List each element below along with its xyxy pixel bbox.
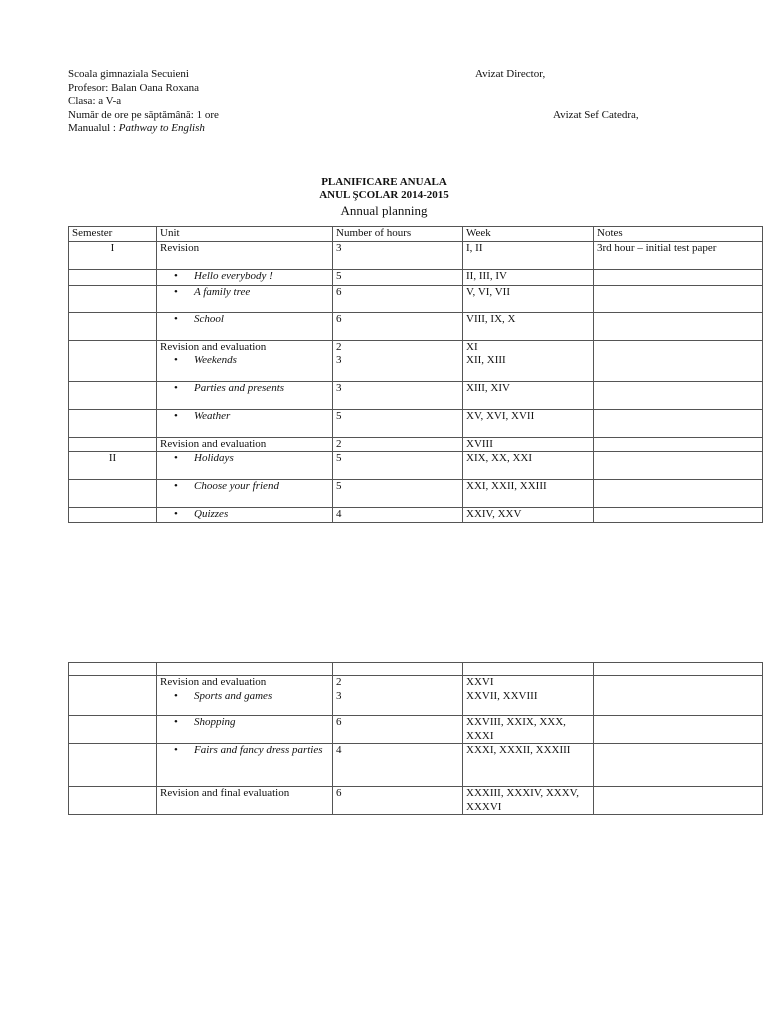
unit-cell (157, 716, 333, 744)
notes-cell (594, 508, 763, 523)
notes-cell (594, 437, 763, 452)
bullet-dot-icon: • (174, 381, 178, 394)
unit-cell (157, 381, 333, 409)
unit-cell (157, 285, 333, 312)
unit-title: Holidays (194, 452, 234, 464)
table-row (69, 381, 763, 409)
notes-cell (594, 716, 763, 744)
hours-cell (333, 663, 463, 676)
table-row (69, 787, 763, 815)
table-row (69, 676, 763, 716)
semester-cell (69, 480, 157, 508)
week-value-2: XII, XIII (466, 354, 506, 366)
semester-cell (69, 676, 157, 716)
notes-cell (594, 744, 763, 787)
week-cell: XIX, XX, XXI (463, 452, 594, 480)
unit-cell: Revision and evaluation (157, 437, 333, 452)
semester-cell (69, 340, 157, 381)
week-cell: XV, XVI, XVII (463, 409, 594, 437)
week-cell: XXXIII, XXXIV, XXXV, XXXVI (463, 787, 594, 815)
semester-cell (69, 269, 157, 285)
unit-title: Fairs and fancy dress parties (194, 744, 323, 756)
annual-planning-subtitle: Annual planning (340, 203, 428, 218)
planning-table-1 (68, 226, 763, 523)
planning-table-2 (68, 662, 763, 815)
week-cell: XXIV, XXV (463, 508, 594, 523)
header-unit: Unit (157, 227, 333, 242)
unit-cell: Revision (157, 241, 333, 269)
table-row (69, 437, 763, 452)
unit-cell (157, 340, 333, 381)
week-value-2: XXVII, XXVIII (466, 689, 538, 702)
table-header-row (69, 227, 763, 242)
unit-title: School (194, 312, 224, 325)
bullet-dot-icon: • (174, 285, 178, 298)
semester-cell (69, 437, 157, 452)
bullet-dot-icon: • (174, 269, 178, 282)
unit-subtitle: Sports and games (194, 689, 273, 702)
teacher-name: Profesor: Balan Oana Roxana (68, 81, 200, 94)
unit-cell (157, 744, 333, 787)
bullet-dot-icon: • (174, 480, 178, 492)
school-year: ANUL ŞCOLAR 2014-2015 (319, 189, 449, 201)
week-cell: XVIII (463, 437, 594, 452)
notes-cell (594, 409, 763, 437)
notes-cell (594, 452, 763, 480)
hours-cell (333, 340, 463, 381)
page-title: PLANIFICARE ANUALA (321, 176, 447, 188)
hours-cell: 3 (333, 381, 463, 409)
school-name: Scoala gimnaziala Secuieni (68, 68, 189, 80)
hours-cell (333, 676, 463, 716)
week-cell: XXI, XXII, XXIII (463, 480, 594, 508)
textbook-title: Pathway to English (118, 122, 205, 134)
header-semester: Semester (69, 227, 157, 242)
hours-cell: 6 (333, 312, 463, 340)
semester-cell (69, 381, 157, 409)
week-cell: II, III, IV (463, 269, 594, 285)
semester-cell: I (69, 241, 157, 269)
notes-cell (594, 676, 763, 716)
catedra-approval: Avizat Sef Catedra, (553, 108, 639, 121)
week-cell: XXXI, XXXII, XXXIII (463, 744, 594, 787)
week-cell (463, 340, 594, 381)
week-cell: XXVIII, XXIX, XXX, XXXI (463, 716, 594, 744)
unit-subtitle: Weekends (194, 354, 237, 366)
notes-cell (594, 285, 763, 312)
header-hours: Number of hours (333, 227, 463, 242)
table-row (69, 716, 763, 744)
textbook (68, 122, 205, 136)
hours-cell: 6 (333, 716, 463, 744)
header-week: Week (463, 227, 594, 242)
semester-cell (69, 312, 157, 340)
unit-title: Hello everybody ! (194, 269, 273, 282)
unit-cell (157, 508, 333, 523)
week-cell: XIII, XIV (463, 381, 594, 409)
textbook-label: Manualul : (68, 122, 119, 134)
semester-cell (69, 663, 157, 676)
table-row (69, 340, 763, 381)
hours-cell: 3 (333, 241, 463, 269)
table-row (69, 480, 763, 508)
table-row (69, 663, 763, 676)
notes-cell: 3rd hour – initial test paper (594, 241, 763, 269)
semester-cell (69, 409, 157, 437)
hours-cell: 5 (333, 452, 463, 480)
hours-cell: 2 (333, 437, 463, 452)
notes-cell (594, 312, 763, 340)
unit-title: Weather (194, 409, 231, 422)
unit-title: Revision and evaluation (160, 340, 267, 353)
semester-cell: II (69, 452, 157, 480)
hours-cell: 6 (333, 787, 463, 815)
table-row (69, 409, 763, 437)
unit-cell (157, 269, 333, 285)
bullet-dot-icon: • (174, 508, 178, 520)
week-cell: I, II (463, 241, 594, 269)
hours-cell: 5 (333, 269, 463, 285)
semester-cell (69, 787, 157, 815)
hours-value: 2 (336, 340, 342, 353)
notes-cell (594, 787, 763, 815)
unit-title: Revision and evaluation (160, 676, 267, 688)
hours-cell: 5 (333, 409, 463, 437)
notes-cell (594, 340, 763, 381)
unit-cell (157, 663, 333, 676)
semester-cell (69, 716, 157, 744)
hours-cell: 4 (333, 744, 463, 787)
week-cell: VIII, IX, X (463, 312, 594, 340)
bullet-dot-icon: • (174, 689, 178, 702)
unit-title: Choose your friend (194, 480, 279, 492)
bullet-dot-icon: • (174, 312, 178, 325)
bullet-dot-icon: • (174, 716, 178, 728)
unit-title: A family tree (194, 285, 251, 298)
table-row (69, 312, 763, 340)
header-notes: Notes (594, 227, 763, 242)
unit-cell (157, 676, 333, 716)
unit-title: Parties and presents (194, 381, 285, 394)
unit-cell (157, 452, 333, 480)
director-approval: Avizat Director, (475, 68, 546, 80)
table-row (69, 508, 763, 523)
bullet-dot-icon: • (174, 409, 178, 422)
table-row (69, 241, 763, 269)
week-value: XI (466, 340, 478, 353)
unit-cell (157, 312, 333, 340)
class-name: Clasa: a V-a (68, 95, 122, 107)
hours-cell: 5 (333, 480, 463, 508)
week-value: XXVI (466, 676, 494, 688)
bullet-dot-icon: • (174, 452, 178, 464)
hours-value-2: 3 (336, 354, 342, 366)
semester-cell (69, 285, 157, 312)
table-row (69, 269, 763, 285)
unit-cell: Revision and final evaluation (157, 787, 333, 815)
notes-cell (594, 269, 763, 285)
notes-cell (594, 663, 763, 676)
unit-title: Shopping (194, 716, 236, 728)
table-row (69, 452, 763, 480)
table-row (69, 744, 763, 787)
notes-cell (594, 381, 763, 409)
bullet-dot-icon: • (174, 354, 178, 366)
notes-cell (594, 480, 763, 508)
hours-value-2: 3 (336, 689, 342, 702)
hours-cell: 4 (333, 508, 463, 523)
week-cell: V, VI, VII (463, 285, 594, 312)
unit-cell (157, 409, 333, 437)
week-cell (463, 663, 594, 676)
semester-cell (69, 508, 157, 523)
week-cell (463, 676, 594, 716)
semester-cell (69, 744, 157, 787)
table-row (69, 285, 763, 312)
hours-cell: 6 (333, 285, 463, 312)
unit-title: Quizzes (194, 508, 229, 520)
hours-value: 2 (336, 676, 342, 688)
unit-cell (157, 480, 333, 508)
bullet-dot-icon: • (174, 744, 178, 756)
hours-per-week: Număr de ore pe săptămână: 1 ore (68, 108, 219, 121)
